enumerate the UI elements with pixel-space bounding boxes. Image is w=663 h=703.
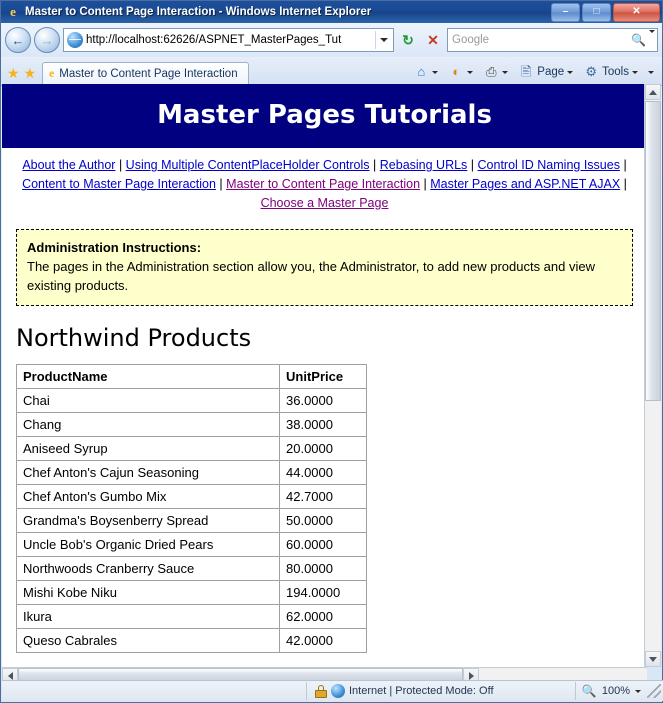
cell-productname: Northwoods Cranberry Sauce xyxy=(17,557,280,581)
table-row xyxy=(17,605,367,629)
table-row xyxy=(17,413,367,437)
nav-separator: | xyxy=(623,177,627,191)
address-dropdown-icon[interactable] xyxy=(375,31,391,49)
nav-separator: | xyxy=(219,177,223,191)
help-menu-button[interactable] xyxy=(644,69,658,76)
nav-separator: | xyxy=(118,158,123,172)
ie-logo-icon: e xyxy=(10,4,16,19)
nav-link-master-pages-and-aspnet-ajax[interactable]: Master Pages and ASP.NET AJAX xyxy=(430,177,621,191)
nav-link-choose-a-master-page[interactable]: Choose a Master Page xyxy=(260,196,389,210)
table-row xyxy=(17,437,367,461)
home-button[interactable] xyxy=(409,62,442,82)
cell-productname: Ikura xyxy=(17,605,280,629)
tools-menu-button[interactable] xyxy=(579,62,642,82)
zoom-dropdown-icon[interactable] xyxy=(635,690,641,693)
search-input[interactable]: Google xyxy=(452,34,490,46)
minimize-button[interactable]: – xyxy=(551,3,580,22)
gear-icon: ⚙ xyxy=(585,64,597,79)
site-navigation-links xyxy=(2,148,647,217)
globe-icon xyxy=(67,32,83,48)
status-bar xyxy=(2,680,663,701)
table-row xyxy=(17,581,367,605)
nav-link-about-the-author[interactable]: About the Author xyxy=(22,158,116,172)
window-controls xyxy=(551,3,660,22)
tab-label: Master to Content Page Interaction xyxy=(59,68,238,80)
cell-unitprice: 36.0000 xyxy=(280,389,367,413)
table-row xyxy=(17,629,367,653)
zoom-magnifier-icon: 🔍 xyxy=(581,684,597,698)
nav-link-control-id-naming-issues[interactable]: Control ID Naming Issues xyxy=(477,158,620,172)
cell-unitprice: 42.7000 xyxy=(280,485,367,509)
site-banner: Master Pages Tutorials xyxy=(2,84,647,148)
window-title: Master to Content Page Interaction - Windows Internet Explorer xyxy=(25,6,372,18)
column-header-unitprice: UnitPrice xyxy=(280,365,367,389)
search-dropdown-icon[interactable] xyxy=(649,33,655,47)
page-content xyxy=(2,84,648,667)
vertical-scrollbar[interactable] xyxy=(644,84,661,667)
cell-unitprice: 62.0000 xyxy=(280,605,367,629)
page-menu-button[interactable] xyxy=(514,62,577,82)
cell-unitprice: 80.0000 xyxy=(280,557,367,581)
navigation-bar xyxy=(1,23,662,57)
rss-icon: ◐ xyxy=(452,64,461,79)
tab-bar xyxy=(1,57,662,86)
cell-productname: Grandma's Boysenberry Spread xyxy=(17,509,280,533)
security-zone-indicator[interactable] xyxy=(306,682,502,700)
cell-unitprice: 38.0000 xyxy=(280,413,367,437)
nav-separator: | xyxy=(623,158,627,172)
cell-unitprice: 50.0000 xyxy=(280,509,367,533)
table-row xyxy=(17,533,367,557)
maximize-button[interactable]: □ xyxy=(582,3,611,22)
cell-unitprice: 42.0000 xyxy=(280,629,367,653)
administration-instructions-body: The pages in the Administration section allow you, the Administrator, to add new products and view existing products. xyxy=(27,259,595,293)
nav-separator: | xyxy=(423,177,427,191)
search-icon[interactable]: 🔍 xyxy=(631,33,646,47)
scroll-up-button[interactable] xyxy=(645,84,661,100)
nav-separator: | xyxy=(373,158,377,172)
command-toolbar xyxy=(409,62,658,85)
cell-unitprice: 20.0000 xyxy=(280,437,367,461)
stop-icon[interactable]: ✕ xyxy=(427,31,439,48)
tools-menu-label: Tools xyxy=(602,66,629,78)
cell-unitprice: 194.0000 xyxy=(280,581,367,605)
table-row xyxy=(17,485,367,509)
page-title: Northwind Products xyxy=(16,324,252,352)
refresh-icon[interactable]: ↻ xyxy=(402,31,414,48)
feeds-button[interactable] xyxy=(444,62,477,82)
cell-productname: Uncle Bob's Organic Dried Pears xyxy=(17,533,280,557)
home-icon: ⌂ xyxy=(417,64,426,79)
cell-unitprice: 60.0000 xyxy=(280,533,367,557)
favorites-group xyxy=(5,66,42,85)
cell-productname: Queso Cabrales xyxy=(17,629,280,653)
cell-productname: Aniseed Syrup xyxy=(17,437,280,461)
table-row xyxy=(17,509,367,533)
page-icon: 🖹 xyxy=(521,64,532,79)
forward-button-icon[interactable]: → xyxy=(34,27,60,53)
tab-master-to-content-page-interaction[interactable] xyxy=(42,62,248,85)
administration-instructions-box xyxy=(16,229,633,306)
print-button[interactable] xyxy=(479,62,512,82)
page-menu-label: Page xyxy=(537,66,565,78)
table-row xyxy=(17,389,367,413)
nav-link-using-multiple-contentplaceholder-controls[interactable]: Using Multiple ContentPlaceHolder Controls xyxy=(125,158,370,172)
printer-icon: ⎙ xyxy=(486,64,497,79)
close-button[interactable]: ✕ xyxy=(613,3,660,22)
vertical-scroll-thumb[interactable] xyxy=(645,101,661,401)
cell-productname: Chang xyxy=(17,413,280,437)
title-bar xyxy=(1,1,662,23)
column-header-productname: ProductName xyxy=(17,365,280,389)
favorites-star-icon[interactable]: ★ xyxy=(7,65,20,81)
zoom-level-label: 100% xyxy=(601,685,630,697)
cell-productname: Chai xyxy=(17,389,280,413)
search-box[interactable] xyxy=(447,28,658,52)
zone-label: Internet | Protected Mode: Off xyxy=(349,685,494,697)
nav-link-master-to-content-page-interaction[interactable]: Master to Content Page Interaction xyxy=(226,177,421,191)
table-row xyxy=(17,557,367,581)
nav-separator: | xyxy=(470,158,475,172)
address-bar[interactable] xyxy=(63,28,394,52)
scroll-down-button[interactable] xyxy=(645,651,661,667)
lock-icon xyxy=(315,685,327,698)
zoom-control[interactable] xyxy=(575,682,647,700)
cell-unitprice: 44.0000 xyxy=(280,461,367,485)
administration-instructions-heading: Administration Instructions: xyxy=(27,240,202,255)
resize-grip[interactable] xyxy=(647,684,661,698)
address-input[interactable]: http://localhost:62626/ASPNET_MasterPages_Tut xyxy=(86,34,342,46)
tab-page-icon: e xyxy=(49,68,55,80)
table-header-row xyxy=(17,365,367,389)
cell-productname: Chef Anton's Gumbo Mix xyxy=(17,485,280,509)
cell-productname: Chef Anton's Cajun Seasoning xyxy=(17,461,280,485)
products-table xyxy=(16,364,367,653)
nav-link-rebasing-urls[interactable]: Rebasing URLs xyxy=(379,158,468,172)
nav-link-content-to-master-page-interaction[interactable]: Content to Master Page Interaction xyxy=(22,177,216,191)
internet-zone-icon xyxy=(331,684,345,698)
cell-productname: Mishi Kobe Niku xyxy=(17,581,280,605)
table-row xyxy=(17,461,367,485)
add-favorite-icon[interactable]: ★ xyxy=(23,65,37,81)
back-button-icon[interactable]: ← xyxy=(5,27,31,53)
